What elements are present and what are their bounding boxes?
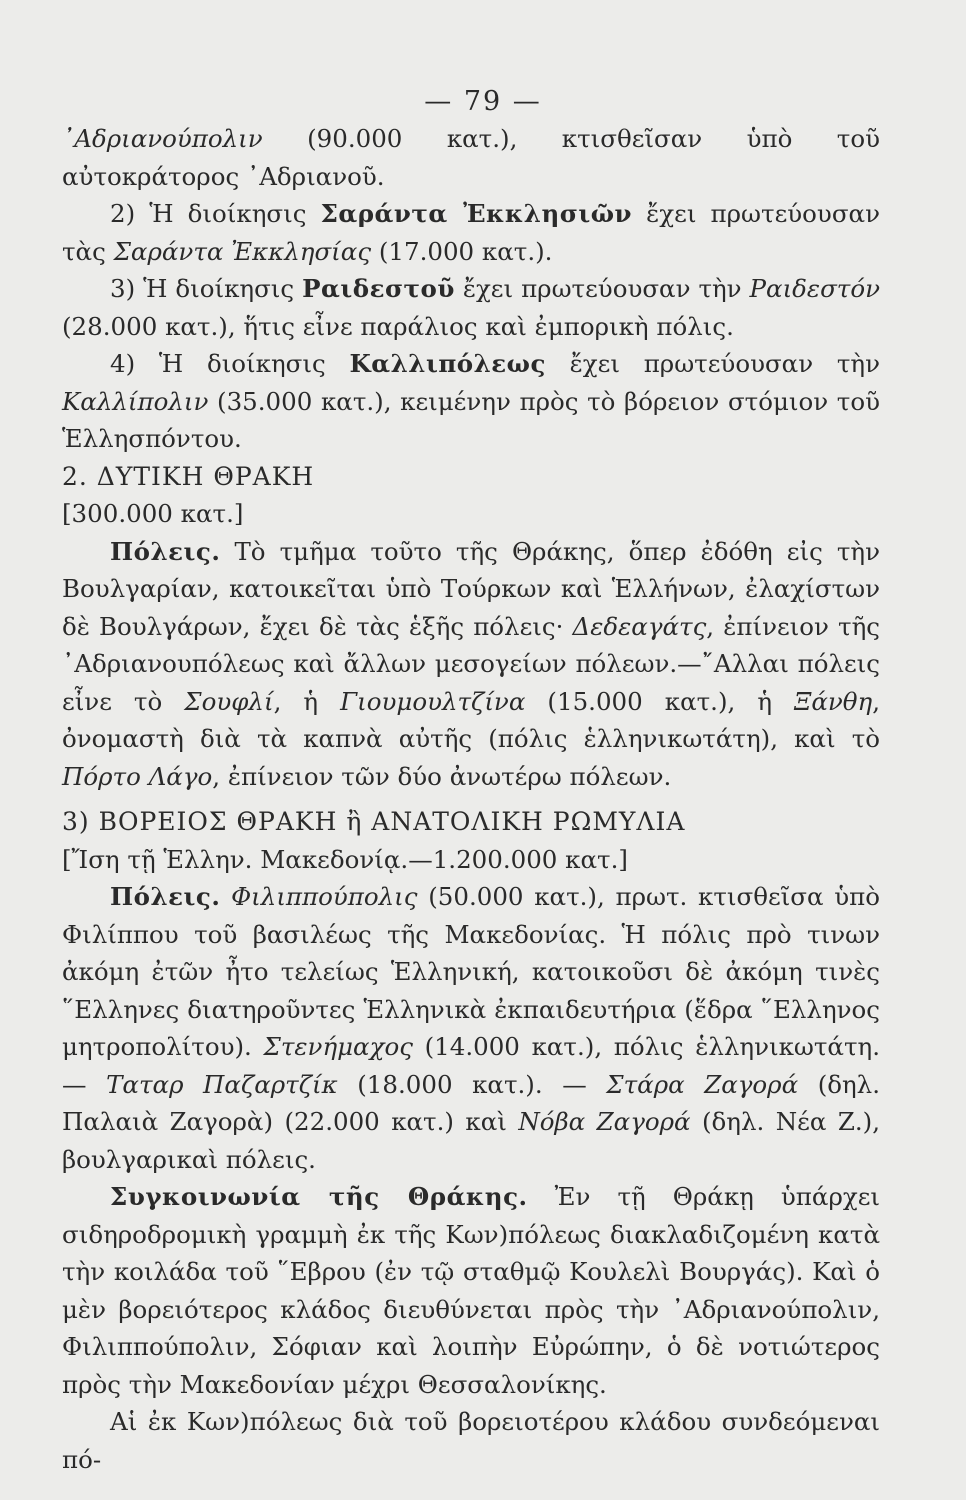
- section-2-subtitle: [300.000 κατ.]: [62, 499, 244, 528]
- body-text: (18.000 κατ.). —: [337, 1069, 607, 1099]
- item-name: Καλλιπόλεως: [349, 349, 546, 378]
- intro-text: (90.000 κατ.), κτισθεῖσαν ὑπὸ τοῦ αὐτοκράτορος ᾿Αδριανοῦ.: [62, 124, 880, 191]
- item-text: ἔχει πρωτεύουσαν τὴν: [545, 349, 880, 378]
- body-text: , ἐπίνειον τῶν δύο ἀνωτέρω πόλεων.: [212, 761, 672, 791]
- place-name: Ταταρ Παζαρτζίκ: [106, 1069, 338, 1099]
- communication-paragraph: [62, 1178, 880, 1403]
- place-name: Ξάνθη: [794, 686, 873, 716]
- section-2-lead: Πόλεις.: [110, 536, 221, 566]
- place-name: Στάρα Ζαγορά: [606, 1069, 799, 1099]
- body-text: (δηλ. Νέα Ζ.), βουλγαρικαὶ πόλεις.: [62, 1107, 881, 1174]
- section-2-title: 2. ΔΥΤΙΚΗ ΘΡΑΚΗ: [62, 461, 315, 491]
- place-name: Δεδεαγάτς: [572, 611, 707, 641]
- place-name: Φιλιππούπολις: [231, 882, 418, 911]
- item-text: 3) Ἡ διοίκησις: [110, 274, 303, 303]
- last-line: Αἱ ἐκ Κων)πόλεως διὰ τοῦ βορειοτέρου κλάδου συνδεόμεναι πό-: [62, 1407, 880, 1474]
- item-text: (35.000 κατ.), κειμένην πρὸς τὸ βόρειον στόμιον τοῦ Ἑλλησπόντου.: [62, 386, 880, 453]
- body-text: (50.000 κατ.), πρωτ. κτισθεῖσα ὑπὸ Φιλίππου τοῦ βασιλέως τῆς Μακεδονίας. Ἡ πόλις πρὸ τινων ἀκόμη ἐτῶν ἦτο τελείως Ἑλληνική, κατοικοῦσι δὲ ἀκόμη τινὲς ῞Ελληνες διατηροῦντες Ἑλληνικὰ ἐκπαιδευτήρια (ἕδρα ῞Ελληνος μητροπολίτου).: [62, 882, 881, 1061]
- section-3-paragraph: [62, 878, 880, 1178]
- item-text: ἔχει πρωτεύουσαν τὴν: [454, 274, 750, 303]
- list-item: [62, 195, 880, 270]
- item-capital: Ραιδεστόν: [749, 274, 881, 303]
- intro-city: ᾿Αδριανούπολιν: [62, 124, 263, 153]
- place-name: Γιουμουλτζίνα: [340, 686, 526, 716]
- place-name: Στενήμαχος: [263, 1032, 413, 1061]
- item-text: 2) Ἡ διοίκησις: [110, 199, 321, 228]
- list-item: [62, 345, 880, 458]
- section-3-title: 3) ΒΟΡΕΙΟΣ ΘΡΑΚΗ ἢ ΑΝΑΤΟΛΙΚΗ ΡΩΜΥΛΙΑ: [62, 807, 686, 836]
- body-text: Τὸ τμῆμα τοῦτο τῆς Θράκης, ὅπερ ἐδόθη εἰς τὴν Βουλγαρίαν, κατοικεῖται ὑπὸ Τούρκων καὶ Ἑλλήνων, ἐλαχίστων δὲ Βουλγάρων, ἔχει δὲ τὰς ἑξῆς πόλεις·: [62, 536, 880, 641]
- section-3-subtitle: [Ἴση τῇ Ἑλλην. Μακεδονίᾳ.—1.200.000 κατ.]: [62, 844, 628, 874]
- body-text: (15.000 κατ.), ἡ: [525, 686, 795, 716]
- body-text: (14.000 κατ.), πόλις ἑλληνικωτάτη. —: [62, 1032, 880, 1099]
- intro-paragraph: [62, 120, 880, 195]
- item-text: (17.000 κατ.).: [371, 236, 553, 266]
- list-item: [62, 270, 880, 345]
- place-name: Νόβα Ζαγορά: [518, 1107, 691, 1136]
- page-body: [62, 120, 880, 1478]
- communication-lead: Συγκοινωνία τῆς Θράκης.: [110, 1182, 528, 1211]
- body-text: , ἡ: [273, 686, 341, 716]
- section-2-paragraph: [62, 533, 880, 796]
- body-text: (δηλ. Παλαιὰ Ζαγορὰ) (22.000 κατ.) καὶ: [62, 1069, 880, 1136]
- item-capital: Σαράντα Ἐκκλησίας: [113, 236, 372, 266]
- item-name: Σαράντα Ἐκκλησιῶν: [320, 199, 633, 228]
- item-text: 4) Ἡ διοίκησις: [110, 349, 350, 378]
- item-name: Ραιδεστοῦ: [302, 274, 455, 303]
- item-capital: Καλλίπολιν: [62, 386, 209, 416]
- page-number: — 79 —: [424, 86, 542, 117]
- body-text: , ὀνομαστὴ διὰ τὰ καπνὰ αὐτῆς (πόλις ἑλληνικωτάτη), καὶ τὸ: [62, 686, 880, 753]
- place-name: Πόρτο Λάγο: [62, 761, 213, 791]
- body-text: Ἐν τῇ Θράκῃ ὑπάρχει σιδηροδρομικὴ γραμμὴ ἐκ τῆς Κων)πόλεως διακλαδιζομένη κατὰ τὴν κοιλάδα τοῦ ῞Εβρου (ἐν τῷ σταθμῷ Κουλελὶ Βουργάς). Καὶ ὁ μὲν βορειότερος κλάδος διευθύνεται πρὸς τὴν ᾿Αδριανούπολιν, Φιλιππούπολιν, Σόφιαν καὶ λοιπὴν Εὐρώπην, ὁ δὲ νοτιώτερος πρὸς τὴν Μακεδονίαν μέχρι Θεσσαλονίκης.: [62, 1182, 880, 1399]
- section-3-lead: Πόλεις.: [110, 882, 221, 911]
- item-text: (28.000 κατ.), ἥτις εἶνε παράλιος καὶ ἐμπορικὴ πόλις.: [62, 311, 734, 341]
- place-name: Σουφλί: [184, 686, 274, 716]
- item-text: ἔχει πρωτεύουσαν τὰς: [62, 199, 880, 266]
- body-text: , ἐπίνειον τῆς ᾿Αδριανουπόλεως καὶ ἄλλων μεσογείων πόλεων.—῎Αλλαι πόλεις εἶνε τὸ: [62, 611, 881, 716]
